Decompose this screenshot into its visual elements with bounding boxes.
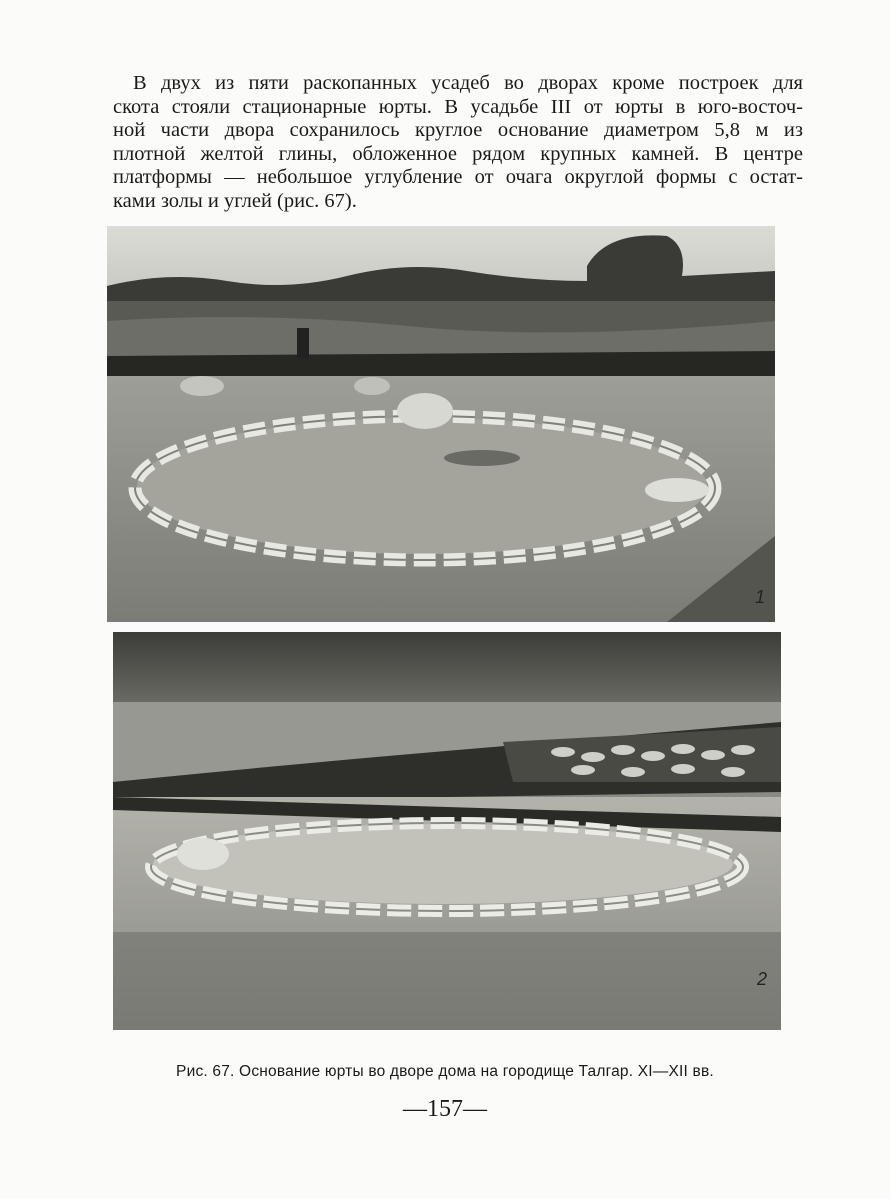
photo-yurt-foundation-1 bbox=[107, 226, 775, 622]
photo-1-image bbox=[107, 226, 775, 622]
paragraph-line: платформы — небольшое углубление от очага округлой формы с остат- bbox=[113, 166, 803, 189]
paragraph-line: ками золы и углей (рис. 67). bbox=[113, 189, 357, 212]
photo-1-number: 1 bbox=[754, 587, 765, 607]
page-number: —157— bbox=[403, 1096, 487, 1122]
paragraph-line: плотной желтой глины, обложенное рядом крупных камней. В центре bbox=[113, 142, 803, 165]
body-paragraph bbox=[113, 72, 803, 214]
paragraph-line: скота стояли стационарные юрты. В усадьбе III от юрты в юго-восточ- bbox=[113, 95, 803, 118]
paragraph-line: ной части двора сохранилось круглое основание диаметром 5,8 м из bbox=[113, 119, 803, 142]
photo-2-number: 2 bbox=[756, 969, 767, 989]
photo-yurt-foundation-2 bbox=[113, 632, 781, 1030]
figure-caption: Рис. 67. Основание юрты во дворе дома на городище Талгар. XI—XII вв. bbox=[176, 1063, 714, 1080]
photo-2-image bbox=[113, 632, 781, 1030]
paragraph-line: В двух из пяти раскопанных усадеб во дворах кроме построек для bbox=[133, 72, 803, 94]
